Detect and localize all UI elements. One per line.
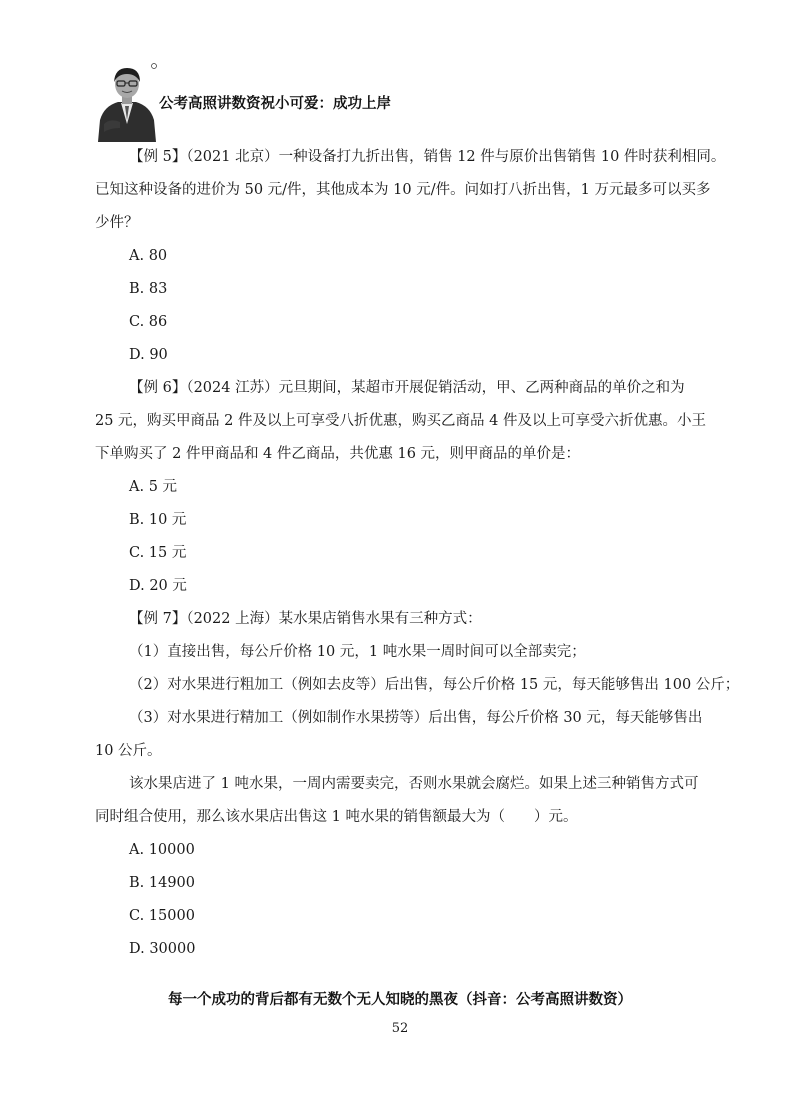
q6-option-b: B. 10 元 — [129, 512, 187, 528]
q6-option-c: C. 15 元 — [129, 545, 187, 561]
q5-line-1: 【例 5】（2021 北京）一种设备打九折出售，销售 12 件与原价出售销售 10 件时获利相同。 — [129, 149, 726, 165]
q7-line-7: 同时组合使用，那么该水果店出售这 1 吨水果的销售额最大为（ ）元。 — [95, 809, 578, 825]
footer-slogan: 每一个成功的背后都有无数个无人知晓的黑夜（抖音：公考高照讲数资） — [168, 992, 632, 1008]
q7-option-b: B. 14900 — [129, 875, 196, 891]
q7-option-c: C. 15000 — [129, 908, 195, 924]
q6-line-2: 25 元，购买甲商品 2 件及以上可享受八折优惠，购买乙商品 4 件及以上可享受六折优惠。小王 — [95, 413, 706, 429]
q5-option-c: C. 86 — [129, 314, 168, 330]
q5-option-d: D. 90 — [129, 347, 168, 363]
header-title: 公考高照讲数资祝小可爱：成功上岸 — [159, 96, 391, 112]
q6-option-d: D. 20 元 — [129, 578, 187, 594]
author-portrait-icon — [96, 62, 158, 142]
q5-line-3: 少件？ — [95, 215, 139, 231]
q7-line-1: 【例 7】（2022 上海）某水果店销售水果有三种方式： — [129, 611, 482, 627]
q6-option-a: A. 5 元 — [129, 479, 178, 495]
q5-line-2: 已知这种设备的进价为 50 元/件，其他成本为 10 元/件。问如打八折出售，1 万元最多可以买多 — [95, 182, 711, 198]
q6-line-1: 【例 6】（2024 江苏）元旦期间，某超市开展促销活动，甲、乙两种商品的单价之和为 — [129, 380, 685, 396]
q7-line-5: 10 公斤。 — [95, 743, 162, 759]
page-number: 52 — [391, 1021, 409, 1036]
q6-line-3: 下单购买了 2 件甲商品和 4 件乙商品，共优惠 16 元，则甲商品的单价是： — [95, 446, 581, 462]
q7-line-3: （2）对水果进行粗加工（例如去皮等）后出售，每公斤价格 15 元，每天能够售出 100 公斤； — [129, 677, 740, 693]
q7-option-d: D. 30000 — [129, 941, 196, 957]
q7-line-6: 该水果店进了 1 吨水果，一周内需要卖完，否则水果就会腐烂。如果上述三种销售方式可 — [129, 776, 699, 792]
q5-option-b: B. 83 — [129, 281, 168, 297]
q5-option-a: A. 80 — [129, 248, 168, 264]
q7-option-a: A. 10000 — [129, 842, 195, 858]
q7-line-4: （3）对水果进行精加工（例如制作水果捞等）后出售，每公斤价格 30 元，每天能够售出 — [129, 710, 703, 726]
q7-line-2: （1）直接出售，每公斤价格 10 元，1 吨水果一周时间可以全部卖完； — [129, 644, 586, 660]
